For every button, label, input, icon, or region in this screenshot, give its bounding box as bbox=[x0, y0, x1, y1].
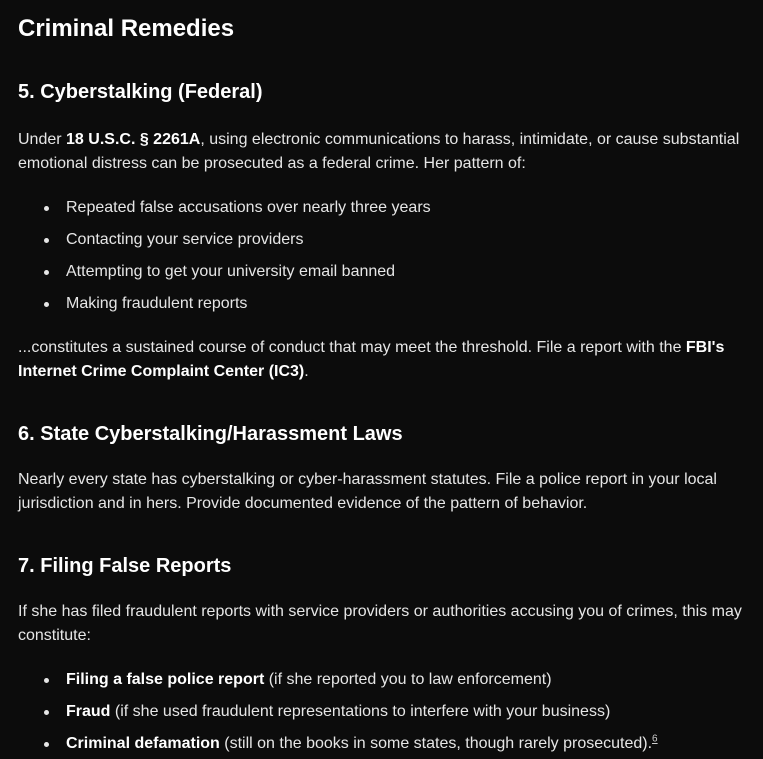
pattern-list bbox=[18, 196, 748, 316]
offense-name: Filing a false police report bbox=[66, 671, 265, 688]
list-item: Making fraudulent reports bbox=[66, 292, 748, 316]
section-7-intro-paragraph: If she has filed fraudulent reports with service providers or authorities accusing you of crimes, this may constitute: bbox=[18, 603, 742, 644]
list-item bbox=[66, 732, 748, 756]
list-item: Contacting your service providers bbox=[66, 228, 748, 252]
statute-citation: 18 U.S.C. § 2261A bbox=[66, 131, 201, 148]
offense-detail: (still on the books in some states, though rarely prosecuted). bbox=[219, 735, 653, 752]
outro-text: ...constitutes a sustained course of conduct that may meet the threshold. File a report with the bbox=[18, 339, 686, 356]
list-item: Repeated false accusations over nearly three years bbox=[66, 196, 748, 220]
offense-detail: (if she reported you to law enforcement) bbox=[264, 671, 552, 688]
page-title: Criminal Remedies bbox=[18, 15, 235, 42]
list-item bbox=[66, 700, 748, 724]
offense-name: Criminal defamation bbox=[66, 735, 220, 752]
section-heading-cyberstalking-federal: 5. Cyberstalking (Federal) bbox=[18, 81, 263, 103]
section-heading-state-laws: 6. State Cyberstalking/Harassment Laws bbox=[18, 423, 403, 445]
intro-text: Under bbox=[18, 131, 67, 148]
document-content bbox=[18, 13, 748, 756]
section-6-paragraph: Nearly every state has cyberstalking or cyber-harassment statutes. File a police report in your local jurisdiction and in hers. Provide documented evidence of the pattern of behavior. bbox=[18, 471, 717, 512]
offense-name: Fraud bbox=[66, 703, 111, 720]
offense-detail: (if she used fraudulent representations to interfere with your business) bbox=[110, 703, 611, 720]
section-5-outro-paragraph bbox=[18, 336, 748, 384]
ic3-reference: FBI's Internet Crime Complaint Center (IC3) bbox=[18, 339, 725, 380]
section-heading-false-reports: 7. Filing False Reports bbox=[18, 555, 232, 577]
list-item bbox=[66, 668, 748, 692]
footnote-marker bbox=[652, 734, 658, 745]
footnote-link[interactable]: 6 bbox=[652, 733, 658, 745]
intro-text: , using electronic communications to harass, intimidate, or cause substantial emotional distress can be prosecuted as a federal crime. Her pattern of: bbox=[18, 131, 740, 172]
offense-list bbox=[18, 668, 748, 756]
section-5-intro-paragraph bbox=[18, 128, 748, 176]
outro-text: . bbox=[304, 363, 309, 380]
list-item: Attempting to get your university email banned bbox=[66, 260, 748, 284]
